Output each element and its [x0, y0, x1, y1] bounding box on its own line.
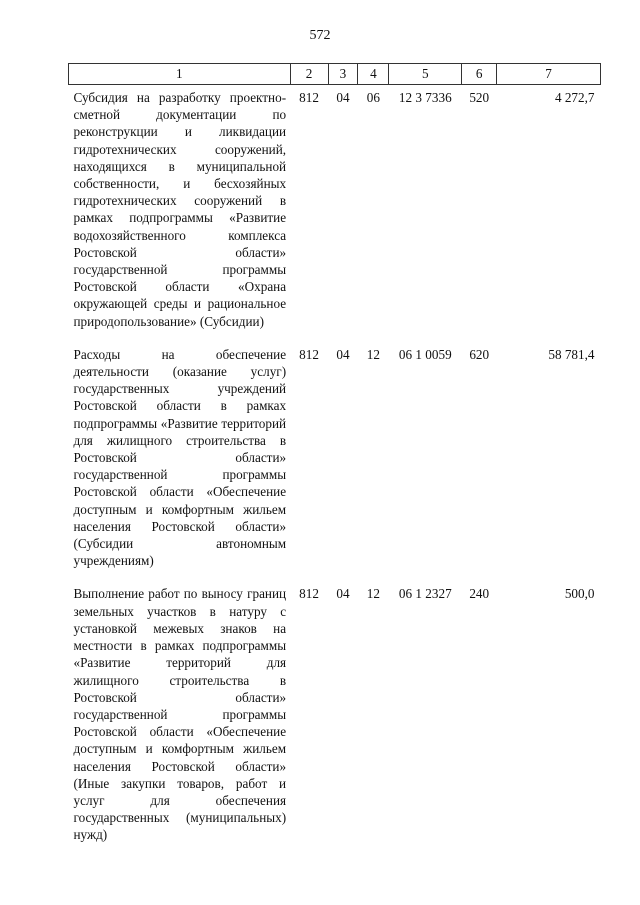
- row-target-code: 06 1 0059: [398, 346, 452, 362]
- row-ministry-code: 812: [299, 346, 319, 362]
- row-target-code: 06 1 2327: [398, 586, 452, 602]
- row-description: Расходы на обеспечение деятельности (оказание услуг) государственных учреждений Ростовской области в рамках подпрограммы «Развитие территорий для жилищного строительства в Ростовской области» государственной программы Ростовской области «Обеспечение доступным и комфортным жильем населения Ростовской области» (Субсидии автономным учреждениям): [73, 346, 287, 569]
- row-ministry-code: 812: [299, 586, 319, 602]
- row-subsection-code: 12: [366, 586, 380, 602]
- table-header-row: [69, 64, 601, 85]
- table-row: [69, 342, 601, 582]
- header-col-1: 1: [69, 64, 291, 85]
- row-subsection-code: 12: [366, 346, 380, 362]
- row-amount: 58 781,4: [548, 346, 595, 362]
- budget-table: [68, 63, 601, 856]
- row-expense-type-code: 240: [469, 586, 490, 602]
- header-col-4: 4: [358, 64, 389, 85]
- page-number: 572: [309, 28, 331, 43]
- header-col-6: 6: [462, 64, 497, 85]
- header-col-3: 3: [328, 64, 358, 85]
- row-section-code: 04: [336, 90, 350, 105]
- row-section-code: 04: [336, 586, 350, 602]
- table-row: [69, 581, 601, 855]
- header-col-7: 7: [497, 64, 601, 85]
- table-row: [69, 85, 601, 342]
- row-description: Выполнение работ по выносу границ земельных участков в натуру с установкой межевых знаков на местности в рамках подпрограммы «Развитие территорий для жилищного строительства в Ростовской области» государственной программы Ростовской области «Обеспечение доступным и комфортным жильем населения Ростовской области» (Иные закупки товаров, работ и услуг для обеспечения государственных (муниципальных) нужд): [73, 586, 287, 843]
- row-target-code: 12 3 7336: [398, 90, 452, 105]
- header-col-5: 5: [389, 64, 462, 85]
- row-section-code: 04: [336, 346, 350, 362]
- row-description: Субсидия на разработку проектно-сметной документации по реконструкции и ликвидации гидротехнических сооружений, находящихся в муниципальной собственности, и бесхозяйных гидротехнических сооружений в рамках подпрограммы «Развитие водохозяйственного комплекса Ростовской области» государственной программы Ростовской области «Охрана окружающей среды и рациональное природопользование» (Субсидии): [73, 90, 287, 329]
- row-ministry-code: 812: [299, 90, 319, 105]
- row-expense-type-code: 520: [469, 90, 490, 105]
- row-expense-type-code: 620: [469, 346, 490, 362]
- row-amount: 500,0: [564, 586, 595, 602]
- row-subsection-code: 06: [366, 90, 380, 105]
- header-col-2: 2: [290, 64, 328, 85]
- row-amount: 4 272,7: [554, 90, 595, 105]
